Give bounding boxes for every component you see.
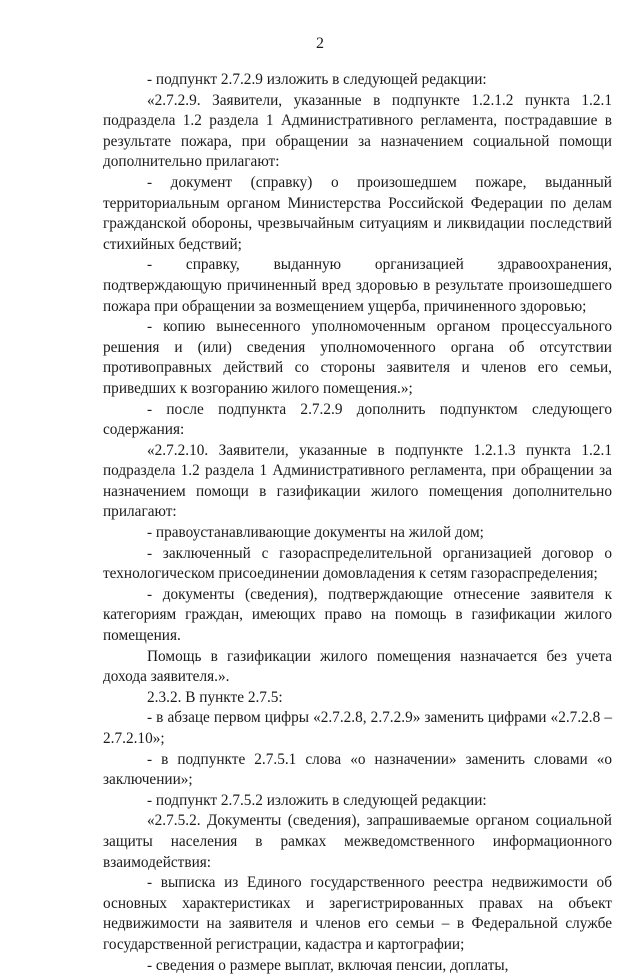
paragraph: - выписка из Единого государственного реестра недвижимости об основных характеристиках и зарегистрированных правах на объект недвижимости на заявителя и членов его семьи – в Федеральной службе государственной регистрации, кадастра и картографии; [103, 874, 612, 953]
paragraph: «2.7.2.9. Заявители, указанные в подпункте 1.2.1.2 пункта 1.2.1 подраздела 1.2 раздела 1 Административного регламента, пострадавшие в результате пожара, при обращении за назначением социальной помощи дополнительно прилагают: [103, 91, 612, 171]
paragraph: - правоустанавливающие документы на жилой дом; [147, 524, 484, 542]
paragraph: - справку, выданную организацией здравоохранения, подтверждающую причиненный вред здоровью в результате произошедшего пожара при обращении за возмещением ущерба, причиненного здоровью; [103, 256, 612, 315]
paragraph: - документы (сведения), подтверждающие отнесение заявителя к категориям граждан, имеющих право на помощь в газификации жилого помещения. [103, 585, 612, 645]
paragraph: Помощь в газификации жилого помещения назначается без учета дохода заявителя.». [103, 647, 612, 686]
page-number: 2 [316, 35, 324, 52]
paragraph: - в подпункте 2.7.5.1 слова «о назначении» заменить словами «о заключении»; [103, 750, 612, 789]
paragraph: - подпункт 2.7.2.9 изложить в следующей редакции: [147, 71, 487, 88]
paragraph: - заключенный с газораспределительной организацией договор о технологическом присоединении домовладения к сетям газораспределения; [103, 544, 612, 583]
paragraph: - документ (справку) о произошедшем пожаре, выданный территориальным органом Министерства Российской Федерации по делам гражданской обороны, чрезвычайным ситуациям и ликвидации последствий стихийных бедствий; [103, 173, 612, 253]
paragraph: - сведения о размере выплат, включая пенсии, доплаты, [147, 956, 509, 974]
paragraph: «2.7.5.2. Документы (сведения), запрашиваемые органом социальной защиты населения в рамках межведомственного информационного взаимодействия: [103, 812, 612, 871]
paragraph: - копию вынесенного уполномоченным органом процессуального решения и (или) сведения уполномоченного органа об отсутствии противоправных действий со стороны заявителя и членов его семьи, приведших к возгоранию жилого помещения.»; [103, 318, 612, 397]
paragraph: - в абзаце первом цифры «2.7.2.8, 2.7.2.9» заменить цифрами «2.7.2.8 – 2.7.2.10»; [103, 709, 612, 747]
paragraph: 2.3.2. В пункте 2.7.5: [147, 688, 283, 706]
paragraph: - подпункт 2.7.5.2 изложить в следующей редакции: [147, 791, 487, 809]
paragraph: - после подпункта 2.7.2.9 дополнить подпунктом следующего содержания: [103, 400, 612, 439]
paragraph: «2.7.2.10. Заявители, указанные в подпункте 1.2.1.3 пункта 1.2.1 подраздела 1.2 раздела 1 Административного регламента, при обращении за назначением помощи в газификации жилого помещения дополнительно прилагают: [103, 441, 612, 521]
document-body [103, 70, 612, 976]
